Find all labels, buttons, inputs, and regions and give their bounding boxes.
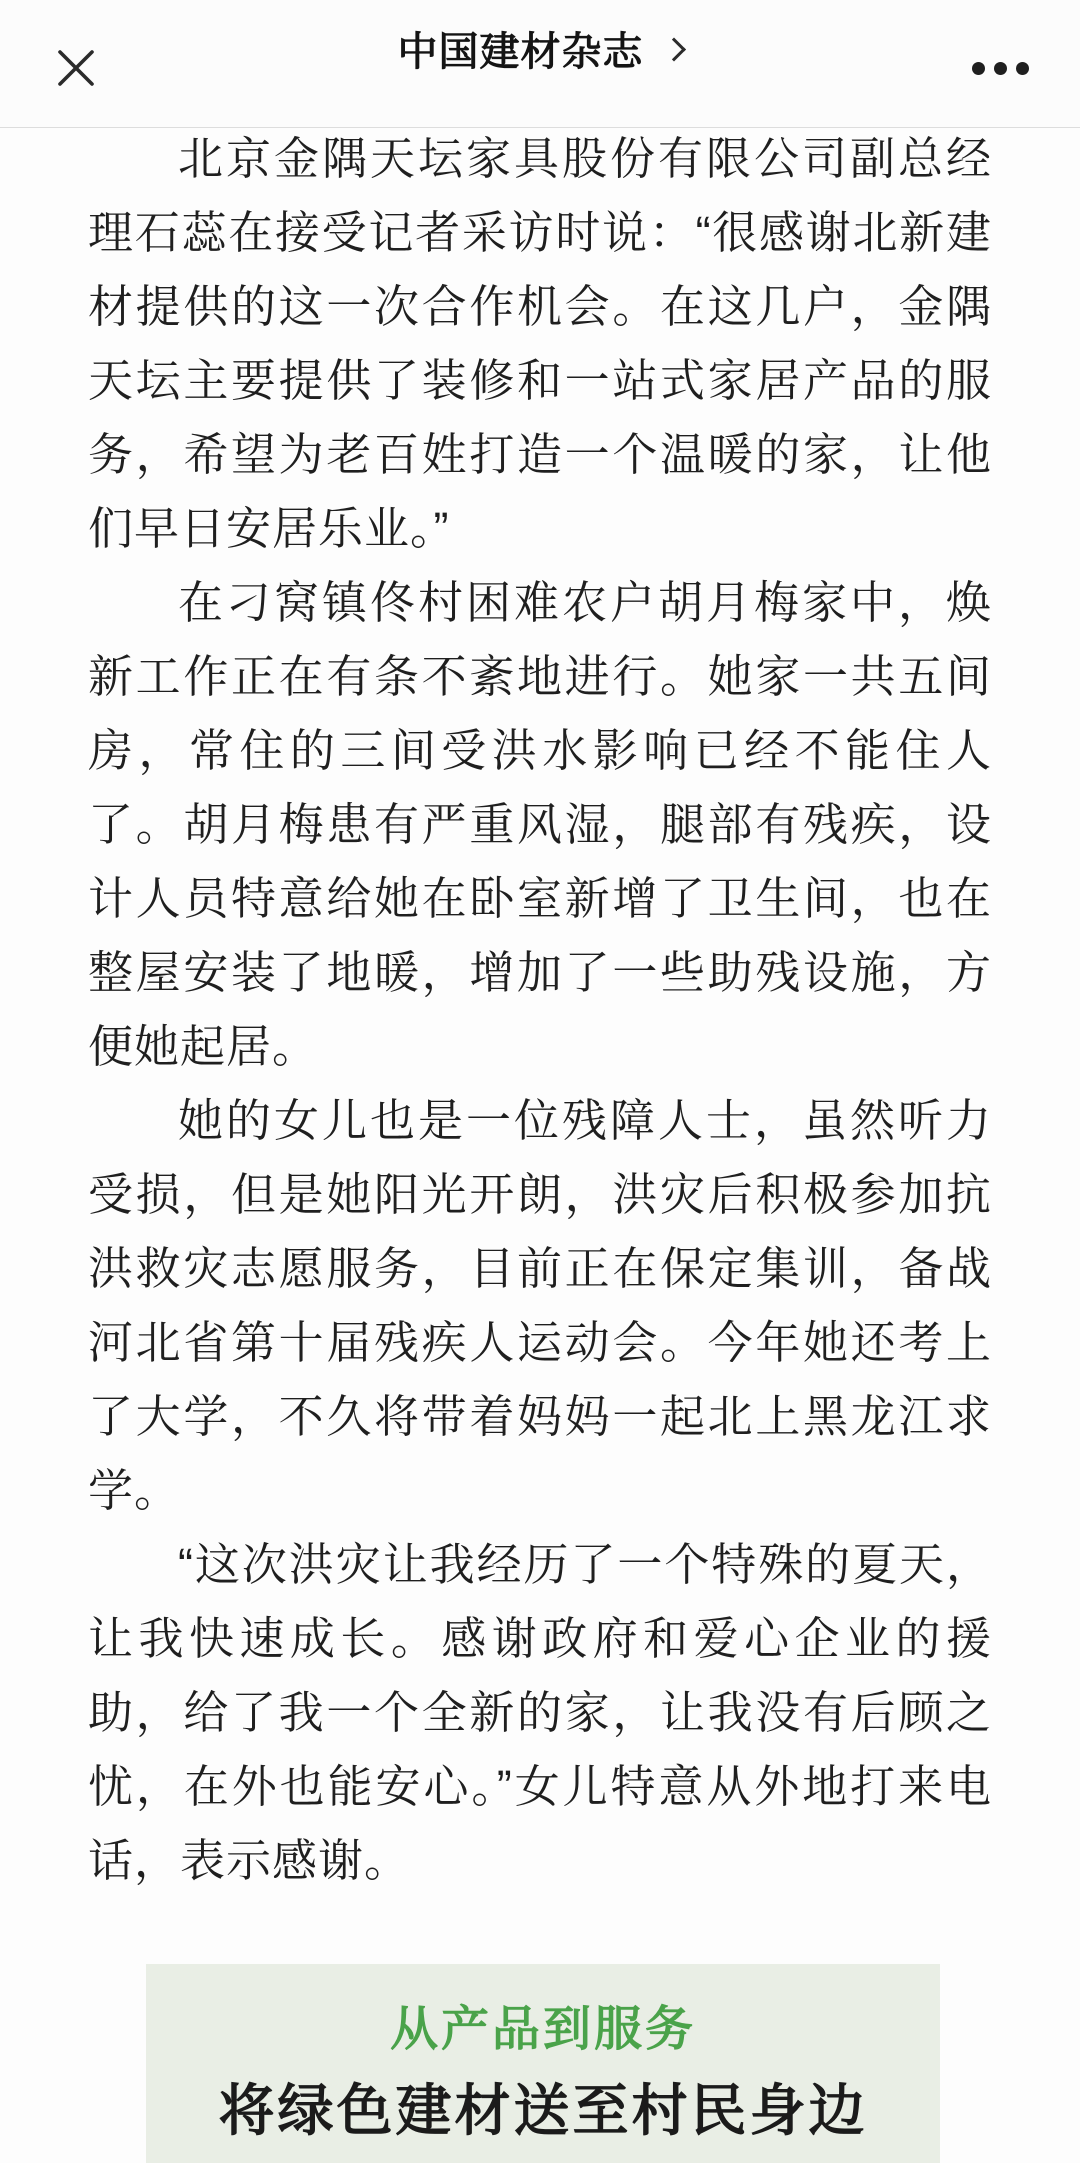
- close-icon: [54, 46, 98, 90]
- ellipsis-icon: [1016, 62, 1029, 75]
- article-paragraph: 她的女儿也是一位残障人士，虽然听力受损，但是她阳光开朗，洪灾后积极参加抗洪救灾志愿服务，目前正在保定集训，备战河北省第十届残疾人运动会。今年她还考上了大学，不久将带着妈妈一起北上黑龙江求学。: [88, 1095, 992, 1516]
- banner-kicker: 从产品到服务: [389, 2003, 696, 2056]
- navbar: [0, 0, 1080, 128]
- article-paragraph: “这次洪灾让我经历了一个特殊的夏天，让我快速成长。感谢政府和爱心企业的援助，给了我一个全新的家，让我没有后顾之忧，在外也能安心。”女儿特意从外地打来电话，表示感谢。: [88, 1539, 992, 1886]
- article-paragraph: 北京金隅天坛家具股份有限公司副总经理石蕊在接受记者采访时说：“很感谢北新建材提供的这一次合作机会。在这几户，金隅天坛主要提供了装修和一站式家居产品的服务，希望为老百姓打造一个温暖的家，让他们早日安居乐业。”: [88, 133, 992, 554]
- ellipsis-icon: [972, 62, 985, 75]
- account-name: 中国建材杂志: [397, 29, 644, 74]
- close-button[interactable]: [40, 34, 112, 102]
- ellipsis-icon: [994, 62, 1007, 75]
- banner-title: 将绿色建材送至村民身边: [218, 2079, 868, 2142]
- article-paragraph: 在刁窝镇佟村困难农户胡月梅家中，焕新工作正在有条不紊地进行。她家一共五间房，常住的三间受洪水影响已经不能住人了。胡月梅患有严重风湿，腿部有残疾，设计人员特意给她在卧室新增了卫生间，也在整屋安装了地暖，增加了一些助残设施，方便她起居。: [88, 577, 992, 1072]
- official-account-title[interactable]: [398, 0, 683, 96]
- chevron-right-icon: [662, 37, 686, 61]
- article-body: [0, 122, 1080, 2163]
- section-banner: [146, 1964, 940, 2163]
- more-menu-button[interactable]: [958, 34, 1042, 102]
